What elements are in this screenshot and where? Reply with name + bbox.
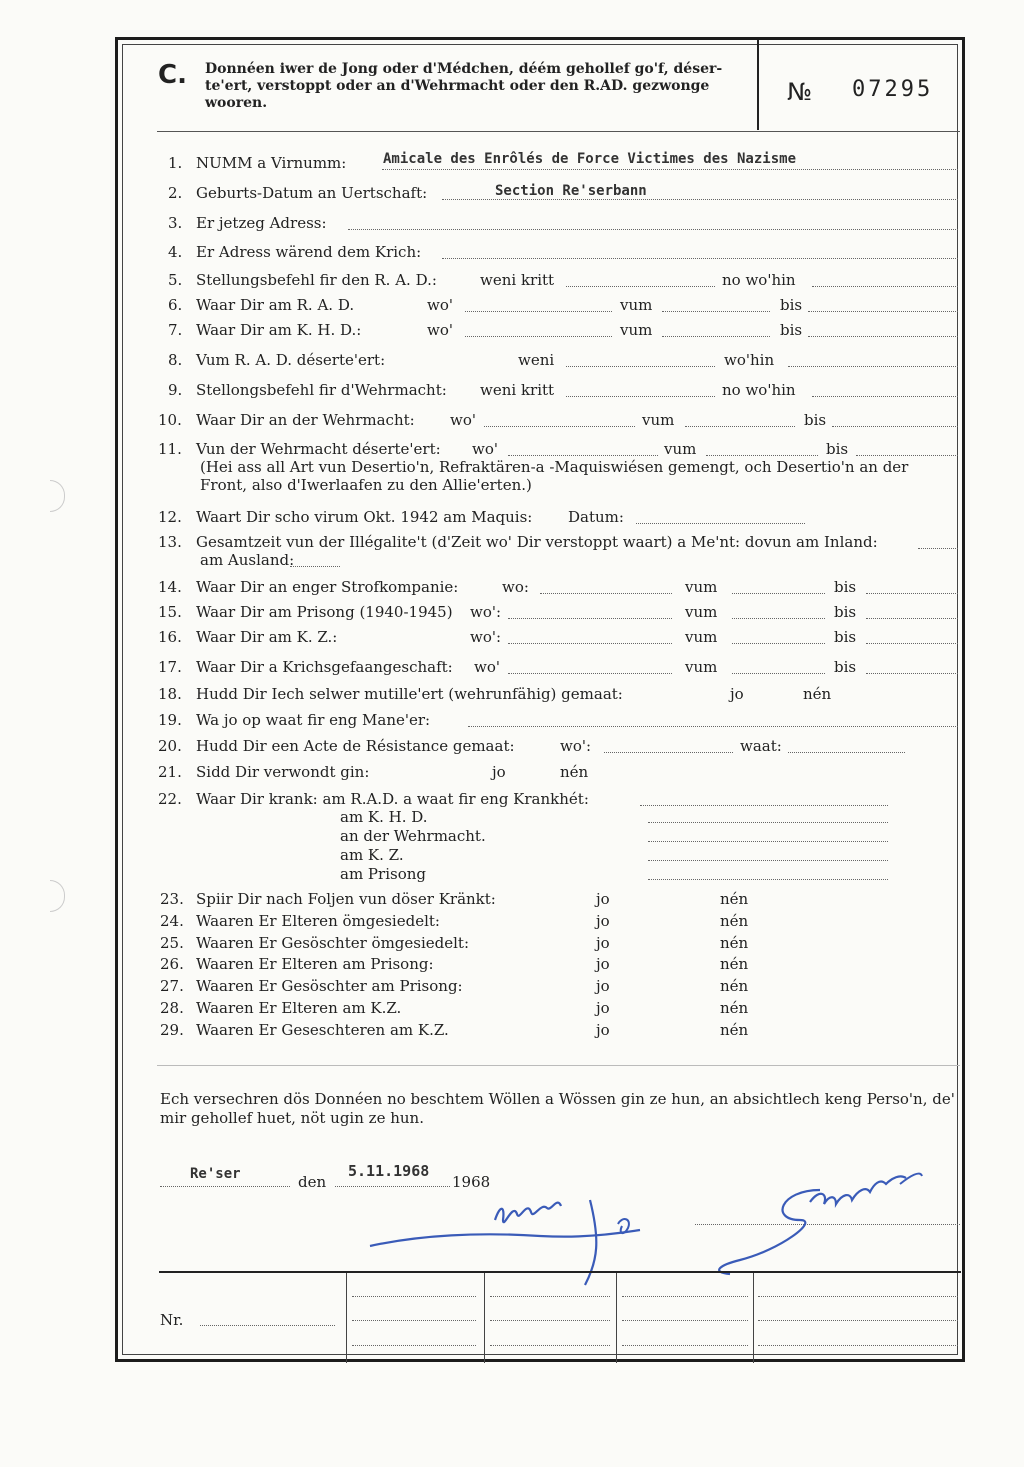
dotted-line <box>290 566 340 567</box>
line-number: 11. <box>158 440 182 458</box>
yes-label: jo <box>596 999 610 1017</box>
line-field-label: wo' <box>427 321 453 339</box>
dotted-line <box>490 1296 610 1297</box>
dotted-line <box>442 199 958 200</box>
line-field-label: bis <box>834 603 857 621</box>
line-label: Waar Dir am R. A. D. <box>196 296 355 314</box>
nr-label: Nr. <box>160 1311 184 1329</box>
line-field-label: bis <box>834 628 857 646</box>
line-number: 7. <box>168 321 183 339</box>
dotted-line <box>566 366 715 367</box>
dotted-line <box>622 1296 748 1297</box>
line-number: 6. <box>168 296 183 314</box>
line-label: Er Adress wärend dem Krich: <box>196 243 422 261</box>
line-field-label: bis <box>834 578 857 596</box>
dotted-line <box>508 455 658 456</box>
dotted-line <box>200 1325 335 1326</box>
line-label: Er jetzeg Adress: <box>196 214 327 232</box>
dotted-line <box>662 311 770 312</box>
line-label: Waar Dir am K. H. D.: <box>196 321 362 339</box>
line-field-label: waat: <box>740 737 782 755</box>
line-number: 9. <box>168 381 183 399</box>
line-field-label: bis <box>804 411 827 429</box>
line-label: Waaren Er Geseschteren am K.Z. <box>196 1020 449 1039</box>
dotted-line <box>622 1320 748 1321</box>
dotted-line <box>648 841 888 842</box>
line-label: Waar Dir an der Wehrmacht: <box>196 411 415 429</box>
line-number: 5. <box>168 271 183 289</box>
divider <box>157 1065 960 1066</box>
yes-label: jo <box>596 955 610 974</box>
dotted-line <box>732 593 825 594</box>
line-field-label: vum <box>685 628 718 646</box>
typed-birth: Section Re'serbann <box>495 183 647 199</box>
line-label: NUMM a Virnumm: <box>196 154 347 172</box>
no-label: nén <box>720 999 749 1017</box>
line-label: Stellungsbefehl fir den R. A. D.: <box>196 271 437 289</box>
line-field-label: vum <box>685 658 718 676</box>
line-field-label: no wo'hin <box>722 381 796 399</box>
line-label: Hudd Dir een Acte de Résistance gemaat: <box>196 737 515 755</box>
line22-sub-item: am Prisong <box>340 865 426 883</box>
line-label: Gesamtzeit vun der Illégalite't (d'Zeit wo' Dir verstoppt waart) a Me'nt: dovun am Inland: <box>196 533 878 551</box>
line-field-label: nén <box>560 763 589 781</box>
line-number: 23. <box>160 890 184 908</box>
no-label: nén <box>720 933 749 952</box>
line-field-label: wo'hin <box>724 351 775 369</box>
line-field-label: wo: <box>502 578 529 596</box>
line-field-label: bis <box>834 658 857 676</box>
line-label: Waar Dir a Krichsgefaangeschaft: <box>196 658 453 676</box>
line-field-label: no wo'hin <box>722 271 796 289</box>
typed-place: Re'ser <box>190 1166 241 1182</box>
line-number: 19. <box>158 711 182 729</box>
line-number: 22. <box>158 790 182 808</box>
no-label: nén <box>720 955 749 974</box>
line-field-label: wo' <box>450 411 476 429</box>
line-field-label: bis <box>780 321 803 339</box>
line-label: Waaren Er Gesöschter ömgesiedelt: <box>196 933 470 952</box>
line-field-label: wo': <box>470 628 502 646</box>
printed-year: 1968 <box>452 1173 491 1191</box>
header-rule <box>157 131 960 132</box>
line-field-label: nén <box>803 685 832 703</box>
dotted-line <box>812 286 958 287</box>
line-label: Stellongsbefehl fir d'Wehrmacht: <box>196 381 447 399</box>
line-number: 17. <box>158 658 182 676</box>
line-field-label: wo': <box>560 737 592 755</box>
dotted-line <box>758 1320 958 1321</box>
line-field-label: vum <box>685 603 718 621</box>
line-label: Waar Dir am Prisong (1940-1945) <box>196 603 453 621</box>
line-number: 18. <box>158 685 182 703</box>
line-label: Waaren Er Elteren ömgesiedelt: <box>196 911 440 930</box>
dotted-line <box>648 879 888 880</box>
line-label: Waar Dir krank: am R.A.D. a waat fir eng Krankhét: <box>196 790 589 808</box>
line-label: Hudd Dir Iech selwer mutille'ert (wehrunfähig) gemaat: <box>196 685 623 703</box>
line-number: 13. <box>158 533 182 551</box>
dotted-line <box>732 673 825 674</box>
signature-left <box>360 1180 660 1290</box>
line-field-label: weni kritt <box>480 381 555 399</box>
dotted-line <box>866 643 958 644</box>
dotted-line <box>348 229 958 230</box>
dotted-line <box>508 618 672 619</box>
line22-sub-item: an der Wehrmacht. <box>340 827 486 845</box>
line-field-label: vum <box>664 440 697 458</box>
dotted-line <box>706 455 818 456</box>
dotted-line <box>508 673 672 674</box>
line-field-label: bis <box>780 296 803 314</box>
dotted-line <box>648 860 888 861</box>
column-divider <box>616 1273 617 1363</box>
dotted-line <box>484 426 635 427</box>
line-label: Waaren Er Elteren am K.Z. <box>196 999 402 1017</box>
line-label: Waaren Er Elteren am Prisong: <box>196 955 434 974</box>
dotted-line <box>866 618 958 619</box>
dotted-line <box>685 426 795 427</box>
dotted-line <box>566 286 715 287</box>
line-number: 28. <box>160 999 184 1017</box>
dotted-line <box>636 523 805 524</box>
line-label: Geburts-Datum an Uertschaft: <box>196 184 428 202</box>
line-number: 24. <box>160 911 184 930</box>
line-field-label: Datum: <box>568 508 624 526</box>
dotted-line <box>465 336 612 337</box>
dotted-line <box>442 258 958 259</box>
line-label: Wa jo op waat fir eng Mane'er: <box>196 711 431 729</box>
dotted-line <box>732 643 825 644</box>
dotted-line <box>788 366 958 367</box>
column-divider <box>753 1273 754 1363</box>
line-number: 3. <box>168 214 183 232</box>
line13-cont: am Ausland: <box>200 551 295 569</box>
dotted-line <box>622 1345 748 1346</box>
line-field-label: jo <box>492 763 506 781</box>
line-number: 8. <box>168 351 183 369</box>
dotted-line <box>382 169 958 170</box>
yes-label: jo <box>596 911 610 930</box>
line-field-label: wo' <box>427 296 453 314</box>
line-label: Spiir Dir nach Foljen vun döser Kränkt: <box>196 890 496 908</box>
line-number: 26. <box>160 955 184 974</box>
line-label: Waar Dir an enger Strofkompanie: <box>196 578 459 596</box>
line-label: Sidd Dir verwondt gin: <box>196 763 370 781</box>
no-label: nén <box>720 1020 749 1039</box>
line-number: 12. <box>158 508 182 526</box>
bottom-rule <box>159 1271 961 1273</box>
dotted-line <box>352 1296 476 1297</box>
dotted-line <box>465 311 612 312</box>
dotted-line <box>352 1320 476 1321</box>
dotted-line <box>732 618 825 619</box>
line-field-label: bis <box>826 440 849 458</box>
section-title: Donnéen iwer de Jong oder d'Médchen, déém gehollef go'f, déser-te'ert, verstoppt oder an d'Wehrmacht oder den R.AD. gezwonge wooren. <box>205 61 723 111</box>
dotted-line <box>540 593 672 594</box>
line-number: 16. <box>158 628 182 646</box>
yes-label: jo <box>596 933 610 952</box>
dotted-line <box>808 336 958 337</box>
dotted-line <box>918 548 958 549</box>
dotted-line <box>856 455 958 456</box>
line-number: 25. <box>160 933 184 952</box>
dotted-line <box>604 752 733 753</box>
line-label: Vun der Wehrmacht déserte'ert: <box>196 440 441 458</box>
line-number: 20. <box>158 737 182 755</box>
dotted-line <box>788 752 905 753</box>
no-label: nén <box>720 911 749 930</box>
no-label: nén <box>720 890 749 908</box>
dotted-line <box>866 593 958 594</box>
line-field-label: vum <box>685 578 718 596</box>
line-number: 27. <box>160 977 184 996</box>
column-divider <box>346 1273 347 1363</box>
line-field-label: weni kritt <box>480 271 555 289</box>
line-number: 2. <box>168 184 183 202</box>
line-number: 4. <box>168 243 183 261</box>
typed-name: Amicale des Enrôlés de Force Victimes des Nazisme <box>383 151 797 167</box>
dotted-line <box>490 1320 610 1321</box>
header-divider <box>757 40 759 130</box>
dotted-line <box>352 1345 476 1346</box>
yes-label: jo <box>596 890 610 908</box>
line-field-label: vum <box>620 321 653 339</box>
line-field-label: vum <box>620 296 653 314</box>
dotted-line <box>508 643 672 644</box>
dotted-line <box>648 822 888 823</box>
section-letter: C. <box>158 60 187 90</box>
dotted-line <box>566 396 715 397</box>
yes-label: jo <box>596 977 610 996</box>
line-field-label: weni <box>518 351 555 369</box>
line-label: Vum R. A. D. déserte'ert: <box>196 351 386 369</box>
line-number: 14. <box>158 578 182 596</box>
dotted-line <box>812 396 958 397</box>
line22-sub-item: am K. Z. <box>340 846 404 864</box>
dotted-line <box>758 1296 958 1297</box>
dotted-line <box>758 1345 958 1346</box>
line-number: 15. <box>158 603 182 621</box>
number-sign: № <box>787 78 812 106</box>
line-number: 1. <box>168 154 183 172</box>
line-field-label: wo': <box>470 603 502 621</box>
line-number: 10. <box>158 411 182 429</box>
dotted-line <box>808 311 958 312</box>
line-label: Waar Dir am K. Z.: <box>196 628 338 646</box>
column-divider <box>484 1273 485 1363</box>
dotted-line <box>866 673 958 674</box>
no-label: nén <box>720 977 749 996</box>
line-label: Waaren Er Gesöschter am Prisong: <box>196 977 463 996</box>
line-label: Waart Dir scho virum Okt. 1942 am Maquis: <box>196 508 533 526</box>
dotted-line <box>490 1345 610 1346</box>
line-field-label: wo' <box>474 658 500 676</box>
dotted-line <box>640 805 888 806</box>
yes-label: jo <box>596 1020 610 1039</box>
line-number: 21. <box>158 763 182 781</box>
dotted-line <box>160 1186 290 1187</box>
line-field-label: jo <box>730 685 744 703</box>
dotted-line <box>832 426 958 427</box>
den-label: den <box>298 1173 327 1191</box>
line-field-label: wo' <box>472 440 498 458</box>
form-number: 07295 <box>852 77 934 102</box>
line11-note: (Hei ass all Art vun Desertio'n, Refraktären-a -Maquiswiésen gemengt, och Desertio'n an der Front, also d'Iwerlaafen zu den Allie'erten.) <box>200 458 909 494</box>
typed-date: 5.11.1968 <box>348 1162 430 1180</box>
dotted-line <box>468 726 958 727</box>
line22-sub-item: am K. H. D. <box>340 808 428 826</box>
dotted-line <box>662 336 770 337</box>
line-field-label: vum <box>642 411 675 429</box>
declaration: Ech versechren dös Donnéen no beschtem Wöllen a Wössen gin ze hun, an absichtlech keng Perso'n, de' mir gehollef huet, nöt ugin ze hun. <box>160 1090 955 1127</box>
line-number: 29. <box>160 1020 184 1039</box>
